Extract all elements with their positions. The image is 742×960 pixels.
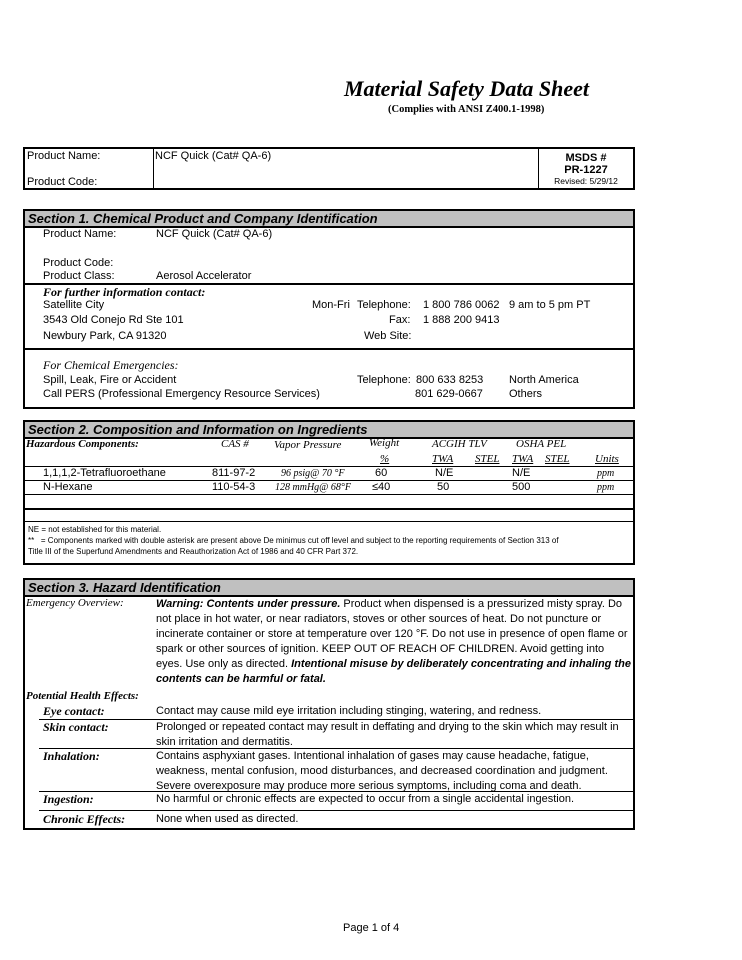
document-subtitle: (Complies with ANSI Z400.1-1998) bbox=[388, 104, 545, 115]
col-osha-twa: TWA bbox=[512, 453, 534, 465]
emergency-line-2: Call PERS (Professional Emergency Resource Services) bbox=[43, 388, 320, 400]
hours-label: Mon-Fri bbox=[312, 299, 350, 311]
emergency-telephone-1: 800 633 8253 bbox=[416, 374, 484, 386]
company-name: Satellite City bbox=[43, 299, 105, 311]
note-ne: NE = not established for this material. bbox=[28, 525, 162, 534]
eye-contact-text: Contact may cause mild eye irritation including stinging, watering, and redness. bbox=[156, 705, 542, 717]
ingestion-label: Ingestion: bbox=[43, 792, 94, 806]
note-asterisk: ** = Components marked with double asterisk are present above De minimus cut off level and subject to the reporting requirements of Section 313 of bbox=[28, 536, 559, 545]
s1-product-class-label: Product Class: bbox=[43, 270, 115, 282]
col-weight-unit: % bbox=[380, 453, 390, 465]
section-1-heading: Section 1. Chemical Product and Company Identification bbox=[25, 211, 633, 228]
document-title: Material Safety Data Sheet bbox=[344, 76, 590, 101]
col-vapor: Vapor Pressure bbox=[274, 439, 342, 451]
telephone-label: Telephone: bbox=[357, 299, 411, 311]
overview-label: Emergency Overview: bbox=[26, 597, 124, 609]
product-code-label: Product Code: bbox=[27, 176, 98, 188]
fax-label: Fax: bbox=[389, 314, 411, 326]
section-2-heading: Section 2. Composition and Information on Ingredients bbox=[25, 422, 633, 439]
product-name-value: NCF Quick (Cat# QA-6) bbox=[155, 150, 272, 162]
s1-product-name-value: NCF Quick (Cat# QA-6) bbox=[156, 228, 273, 240]
telephone-hours: 9 am to 5 pm PT bbox=[509, 299, 591, 311]
website-label: Web Site: bbox=[364, 330, 412, 342]
col-acgih-stel: STEL bbox=[475, 453, 500, 465]
health-effects-label: Potential Health Effects: bbox=[26, 690, 139, 702]
s1-product-code-label: Product Code: bbox=[43, 257, 114, 269]
company-address-1: 3543 Old Conejo Rd Ste 101 bbox=[43, 314, 184, 326]
telephone-value: 1 800 786 0062 bbox=[423, 299, 500, 311]
col-cas: CAS # bbox=[221, 438, 249, 450]
s1-product-name-label: Product Name: bbox=[43, 228, 117, 240]
section-1 bbox=[23, 209, 635, 409]
product-name-label: Product Name: bbox=[27, 150, 101, 162]
col-acgih-twa: TWA bbox=[432, 453, 454, 465]
msds-block bbox=[538, 149, 633, 188]
emergency-region-1: North America bbox=[509, 374, 579, 386]
product-header-box bbox=[23, 147, 635, 190]
emergency-region-2: Others bbox=[509, 388, 543, 400]
contact-heading: For further information contact: bbox=[43, 285, 206, 299]
col-components: Hazardous Components: bbox=[26, 438, 139, 450]
emergency-heading: For Chemical Emergencies: bbox=[43, 358, 179, 372]
company-address-2: Newbury Park, CA 91320 bbox=[43, 330, 167, 342]
chronic-effects-label: Chronic Effects: bbox=[43, 812, 126, 826]
fax-value: 1 888 200 9413 bbox=[423, 314, 500, 326]
note-superfund: Title III of the Superfund Amendments and Reauthorization Act of 1986 and 40 CFR Part 372. bbox=[28, 547, 359, 556]
skin-contact-label: Skin contact: bbox=[43, 720, 109, 734]
col-units: Units bbox=[595, 453, 619, 465]
msds-number: PR-1227 bbox=[564, 164, 608, 176]
eye-contact-label: Eye contact: bbox=[43, 704, 105, 718]
col-osha: OSHA PEL bbox=[516, 438, 567, 450]
inhalation-label: Inhalation: bbox=[43, 749, 100, 763]
page-number: Page 1 of 4 bbox=[343, 922, 400, 934]
section-3 bbox=[23, 578, 635, 830]
skin-contact-text: Prolonged or repeated contact may result in deffating and drying to the skin which may result in skin irritation and dermatitis. bbox=[156, 721, 619, 748]
section-2: Section 2. Composition and Information on Ingredients Hazardous Components: CAS # Vapor Pressure Weight ACGIH TLV OSHA PEL % TWA STEL TWA STEL Units 1,1,1,2-Tetrafluoroethane 811-97-2 96 psig@ 70 °F 60 N/E N/E ppm N-Hexane 110-54-3 128 mmHg@ 68°F ≤40 50 500 ppm NE = not established for this material. ** = Components marked with double asterisk are present above De minimus cut off level and subject to the reporting requirements of Section 313 of Title III of the Superfund Amendments and Reauthorization Act of 1986 and 40 CFR Part 372. bbox=[23, 420, 635, 565]
emergency-line-1: Spill, Leak, Fire or Accident bbox=[43, 374, 177, 386]
col-acgih: ACGIH TLV bbox=[432, 438, 487, 450]
msds-label: MSDS # bbox=[565, 152, 607, 164]
emergency-telephone-label: Telephone: bbox=[357, 374, 411, 386]
s1-product-class-value: Aerosol Accelerator bbox=[156, 270, 252, 282]
section-3-heading: Section 3. Hazard Identification bbox=[25, 580, 633, 597]
col-weight: Weight bbox=[369, 437, 400, 449]
ingestion-text: No harmful or chronic effects are expected to occur from a single accidental ingestion. bbox=[156, 793, 575, 805]
inhalation-text: Contains asphyxiant gases. Intentional inhalation of gases may cause headache, fatigue, weakness, mental confusion, mood disturbances, and decreased coordination and judgment. Severe overexposure may produce more serious symptoms, including coma and death. bbox=[156, 750, 608, 792]
emergency-telephone-2: 801 629-0667 bbox=[415, 388, 483, 400]
chronic-effects-text: None when used as directed. bbox=[156, 813, 299, 825]
col-osha-stel: STEL bbox=[545, 453, 570, 465]
overview-text: Warning: Contents under pressure. Product when dispensed is a pressurized misty spray. Do not place in hot water, or near radiators, stoves or other sources of heat. Do not puncture or incinerate container or store at temperature over 120 °F. Do not use in presence of open flame or spark or other sources of ignition. KEEP OUT OF REACH OF CHILDREN. Avoid getting into eyes. Use only as directed. Intentional misuse by deliberately concentrating and inhaling the contents can be harmful or fatal. bbox=[156, 598, 631, 685]
revised-date: Revised: 5/29/12 bbox=[554, 176, 618, 186]
